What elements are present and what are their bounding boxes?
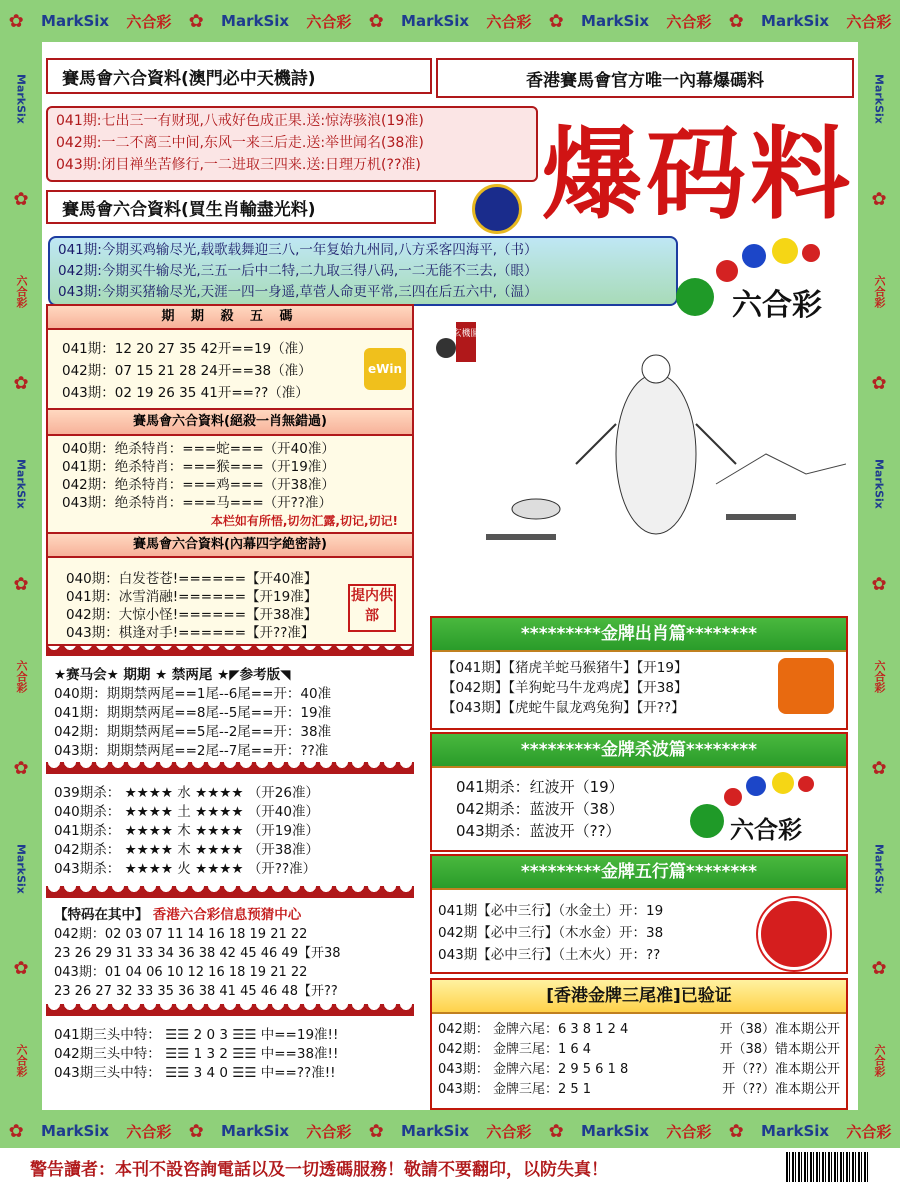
flower-icon: ✿ [548, 1120, 564, 1142]
gold-tail-row: 042期： 金牌三尾：1 6 4 开（38）错本期公开 [438, 1042, 840, 1057]
lhc-logo-mid [686, 770, 846, 846]
kill-zodiac-row: 040期：绝杀特肖：===蛇===（开40准） [62, 441, 335, 457]
frame-en: MarkSix [761, 12, 830, 30]
header-right-text: 香港賽馬會官方唯一內幕爆碼料 [526, 70, 764, 91]
gold-five-row: 042期【必中三行】（木水金）开：38 [438, 925, 664, 941]
gold-wave-row: 041期杀：红波开（19） [456, 778, 624, 796]
flower-icon: ✿ [13, 958, 29, 980]
ball-icon [716, 260, 738, 282]
ball-icon [690, 804, 724, 838]
stamp-box: 提内供部 [348, 584, 396, 632]
flower-icon: ✿ [871, 573, 887, 595]
gold-zodiac-row: 【043期】【虎蛇牛鼠龙鸡兔狗】【开??】 [442, 700, 685, 716]
flower-icon: ✿ [871, 757, 887, 779]
flower-icon: ✿ [728, 10, 744, 32]
frame-en: MarkSix [761, 1122, 830, 1140]
element-kill-row: 039期杀： ★★★★ 水 ★★★★ （开26准） [54, 785, 319, 801]
kill-five-row: 043期：02 19 26 35 41开==??（准） [62, 385, 309, 401]
scallop-divider [46, 1004, 414, 1016]
gold-five-title: *********金牌五行篇******** [432, 856, 846, 890]
ball-icon [772, 238, 798, 264]
poem-line: 042期:一二不离三中间,东风一来三后走.送:举世闻名(38准) [56, 135, 424, 151]
ball-icon [772, 772, 794, 794]
special-row: 042期：02 03 07 11 14 16 18 19 21 22 [54, 927, 308, 942]
gold-tail-row: 043期： 金牌三尾：2 5 1 开（??）准本期公开 [438, 1082, 840, 1097]
poem-line: 041期:七出三一有财现,八戒好色成正果.送:惊涛骇浪(19准) [56, 113, 424, 129]
gold-wave-panel [430, 732, 848, 852]
gold-five-row: 041期【必中三行】（水金土）开：19 [438, 903, 664, 919]
frame-en: MarkSix [581, 12, 650, 30]
special-row: 043期：01 04 06 10 12 16 18 19 21 22 [54, 965, 308, 980]
special-row: 23 26 29 31 33 34 36 38 42 45 46 49【开38 [54, 946, 341, 961]
frame-en: MarkSix [14, 459, 28, 509]
scholar-illustration [426, 314, 846, 614]
header-left-title [46, 58, 432, 94]
element-kill-row: 041期杀： ★★★★ 木 ★★★★ （开19准） [54, 823, 319, 839]
three-heads-section [54, 1026, 394, 1083]
four-words-row: 043期：棋逢对手!======【开??准】 [66, 625, 315, 641]
frame-cn: 六合彩 [873, 275, 886, 309]
flower-icon: ✿ [13, 573, 29, 595]
scallop-divider [46, 762, 414, 774]
four-words-panel [46, 532, 414, 646]
header-left-text: 賽馬會六合資料(澳門必中天機詩) [62, 68, 316, 89]
header-right-title [436, 58, 854, 98]
flower-icon: ✿ [871, 373, 887, 395]
sub-header [46, 190, 436, 224]
ban-tail-header: ★赛马会★ 期期 ★ 禁两尾 ★◤参考版◥ [54, 667, 291, 683]
flower-icon: ✿ [13, 373, 29, 395]
three-head-row: 042期三头中特： ☰☰ 1 3 2 ☰☰ 中==38准!! [54, 1046, 339, 1062]
flower-icon: ✿ [13, 189, 29, 211]
poem-line: 043期:闭目禅坐苦修行,一二进取三四来.送:日理万机(??准) [56, 157, 421, 173]
ban-tail-row: 040期：期期禁两尾==1尾--6尾==开：40准 [54, 686, 332, 702]
gold-tail-row: 042期： 金牌六尾：6 3 8 1 2 4 开（38）准本期公开 [438, 1022, 840, 1037]
side-note: 玄機圖 [452, 329, 480, 339]
lose-box [48, 236, 678, 306]
ewin-logo: eWin [364, 348, 406, 390]
kill-zodiac-row: 043期：绝杀特肖：===马===（开??准） [62, 495, 332, 511]
frame-en: MarkSix [41, 12, 110, 30]
scallop-divider [46, 644, 414, 656]
scallop-divider [46, 886, 414, 898]
sub-header-text: 賽馬會六合資料(買生肖輸盡光料) [62, 199, 316, 220]
four-words-title: 賽馬會六合資料(內幕四字絶密詩) [48, 534, 412, 558]
kill-zodiac-note: 本栏如有所悟,切勿汇露,切记,切记! [210, 514, 398, 528]
fence [486, 534, 556, 540]
page-content [42, 42, 858, 1110]
frame-en: MarkSix [41, 1122, 110, 1140]
lose-line: 042期:今期买牛输尽光,三五一后中二特,二九取三得八码,一二无能不三去,（眼） [58, 263, 538, 279]
flower-icon: ✿ [548, 10, 564, 32]
frame-cn: 六合彩 [15, 659, 28, 693]
flower-icon: ✿ [368, 10, 384, 32]
big-title: 爆码料 [542, 115, 854, 233]
ball-icon [676, 278, 714, 316]
emblem-icon [472, 184, 522, 234]
lhc-text: 六合彩 [732, 288, 822, 323]
flower-icon: ✿ [871, 189, 887, 211]
lhc-text: 六合彩 [730, 815, 802, 844]
kill-zodiac-title: 賽馬會六合資料(絕殺一肖無錯過) [48, 410, 412, 436]
frame-cn: 六合彩 [873, 1044, 886, 1078]
gold-tail-panel [430, 978, 848, 1110]
frame-cn: 六合彩 [873, 659, 886, 693]
three-head-row: 041期三头中特： ☰☰ 2 0 3 ☰☰ 中==19准!! [54, 1027, 339, 1043]
flower-icon: ✿ [728, 1120, 744, 1142]
frame-cn: 六合彩 [306, 12, 352, 31]
flower-icon: ✿ [188, 10, 204, 32]
frame-cn: 六合彩 [486, 1122, 532, 1141]
four-words-row: 040期：白发苍苍!======【开40准】 [66, 571, 318, 587]
gold-wave-title: *********金牌杀波篇******** [432, 734, 846, 768]
kill-five-panel [46, 304, 414, 410]
flower-icon: ✿ [188, 1120, 204, 1142]
frame-cn: 六合彩 [666, 12, 712, 31]
frame-en: MarkSix [221, 1122, 290, 1140]
scholar-figure [616, 374, 696, 534]
frame-bottom [0, 1110, 900, 1152]
flower-icon: ✿ [871, 958, 887, 980]
gold-zodiac-panel [430, 616, 848, 730]
ball-icon [802, 244, 820, 262]
kill-five-row: 042期：07 15 21 28 24开==38（准） [62, 363, 312, 379]
special-label: 【特码在其中】 [54, 907, 149, 923]
hand-icon [436, 338, 456, 358]
four-words-row: 041期：冰雪消融!======【开19准】 [66, 589, 318, 605]
scholar-head [642, 355, 670, 383]
frame-cn: 六合彩 [486, 12, 532, 31]
flower-icon: ✿ [8, 1120, 24, 1142]
footer-text: 警告讀者：本刊不設咨詢電話以及一切透碼服務！敬請不要翻印，以防失真！ [30, 1160, 608, 1180]
frame-cn: 六合彩 [15, 275, 28, 309]
flower-icon: ✿ [368, 1120, 384, 1142]
element-kill-section [54, 784, 394, 879]
mountains [716, 454, 846, 484]
special-section [54, 906, 414, 1001]
lhc-logo-top [672, 236, 852, 323]
fist-icon [778, 658, 834, 714]
flower-icon: ✿ [13, 757, 29, 779]
fence [726, 514, 796, 520]
element-kill-row: 042期杀： ★★★★ 木 ★★★★ （开38准） [54, 842, 319, 858]
frame-en: MarkSix [401, 12, 470, 30]
barcode [786, 1152, 870, 1182]
ball-icon [742, 244, 766, 268]
lose-line: 043期:今期买猪输尽光,天涯一四一身遥,草菅人命更平常,三四在后五六中,（温） [58, 284, 538, 300]
ban-tail-row: 043期：期期禁两尾==2尾--7尾==开：??准 [54, 743, 329, 759]
frame-en: MarkSix [14, 843, 28, 894]
ball-icon [746, 776, 766, 796]
four-words-row: 042期：大惊小怪!======【开38准】 [66, 607, 318, 623]
special-row: 23 26 27 32 33 35 36 38 41 45 46 48【开?? [54, 984, 338, 999]
footer-warning [0, 1148, 900, 1187]
frame-en: MarkSix [14, 74, 28, 125]
frame-en: MarkSix [581, 1122, 650, 1140]
kill-five-title: 期 期 殺 五 碼 [48, 306, 412, 330]
frame-cn: 六合彩 [126, 1122, 172, 1141]
gold-tail-title: [香港金牌三尾准]已验证 [432, 980, 846, 1014]
frame-en: MarkSix [401, 1122, 470, 1140]
ban-tail-row: 042期：期期禁两尾==5尾--2尾==开：38准 [54, 724, 332, 740]
special-center: 香港六合彩信息预猜中心 [152, 907, 302, 923]
ban-tail-row: 041期：期期禁两尾==8尾--5尾==开：19准 [54, 705, 332, 721]
kill-zodiac-row: 041期：绝杀特肖：===猴===（开19准） [62, 459, 335, 475]
kill-zodiac-panel [46, 408, 414, 534]
frame-en: MarkSix [872, 843, 886, 894]
poem-box [46, 106, 538, 182]
frame-right [858, 42, 900, 1110]
ball-icon [798, 776, 814, 792]
three-head-row: 043期三头中特： ☰☰ 3 4 0 ☰☰ 中==??准!! [54, 1065, 336, 1081]
gold-five-panel [430, 854, 848, 974]
element-kill-row: 043期杀： ★★★★ 火 ★★★★ （开??准） [54, 861, 317, 877]
frame-cn: 六合彩 [846, 12, 892, 31]
arm [576, 424, 616, 464]
gold-five-row: 043期【必中三行】（土木火）开：?? [438, 947, 661, 963]
xuanji-tag [456, 322, 476, 362]
gold-wave-row: 043期杀：蓝波开（??） [456, 822, 621, 840]
kill-five-row: 041期：12 20 27 35 42开==19（准） [62, 341, 312, 357]
frame-cn: 六合彩 [306, 1122, 352, 1141]
gold-tail-row: 043期： 金牌六尾：2 9 5 6 1 8 开（??）准本期公开 [438, 1062, 840, 1077]
lose-line: 041期:今期买鸡输尽光,载歌载舞迎三八,一年复始九州同,八方采客四海平,（书） [58, 242, 538, 258]
ball-icon [724, 788, 742, 806]
gold-zodiac-row: 【041期】【猪虎羊蛇马猴猪牛】【开19】 [442, 660, 688, 676]
ban-tail-section [54, 666, 414, 761]
frame-cn: 六合彩 [666, 1122, 712, 1141]
rabbit [512, 499, 560, 519]
element-kill-row: 040期杀： ★★★★ 土 ★★★★ （开40准） [54, 804, 319, 820]
kill-zodiac-row: 042期：绝杀特肖：===鸡===（开38准） [62, 477, 335, 493]
frame-en: MarkSix [872, 459, 886, 509]
frame-cn: 六合彩 [126, 12, 172, 31]
gold-zodiac-title: *********金牌出肖篇******** [432, 618, 846, 652]
frame-en: MarkSix [221, 12, 290, 30]
frame-cn: 六合彩 [15, 1044, 28, 1078]
flower-icon: ✿ [8, 10, 24, 32]
gold-zodiac-row: 【042期】【羊狗蛇马牛龙鸡虎】【开38】 [442, 680, 688, 696]
arm [696, 424, 736, 464]
frame-top [0, 0, 900, 42]
frame-en: MarkSix [872, 74, 886, 125]
gold-wave-row: 042期杀：蓝波开（38） [456, 800, 624, 818]
frame-cn: 六合彩 [846, 1122, 892, 1141]
hk-emblem-icon [758, 898, 830, 970]
frame-left [0, 42, 42, 1110]
